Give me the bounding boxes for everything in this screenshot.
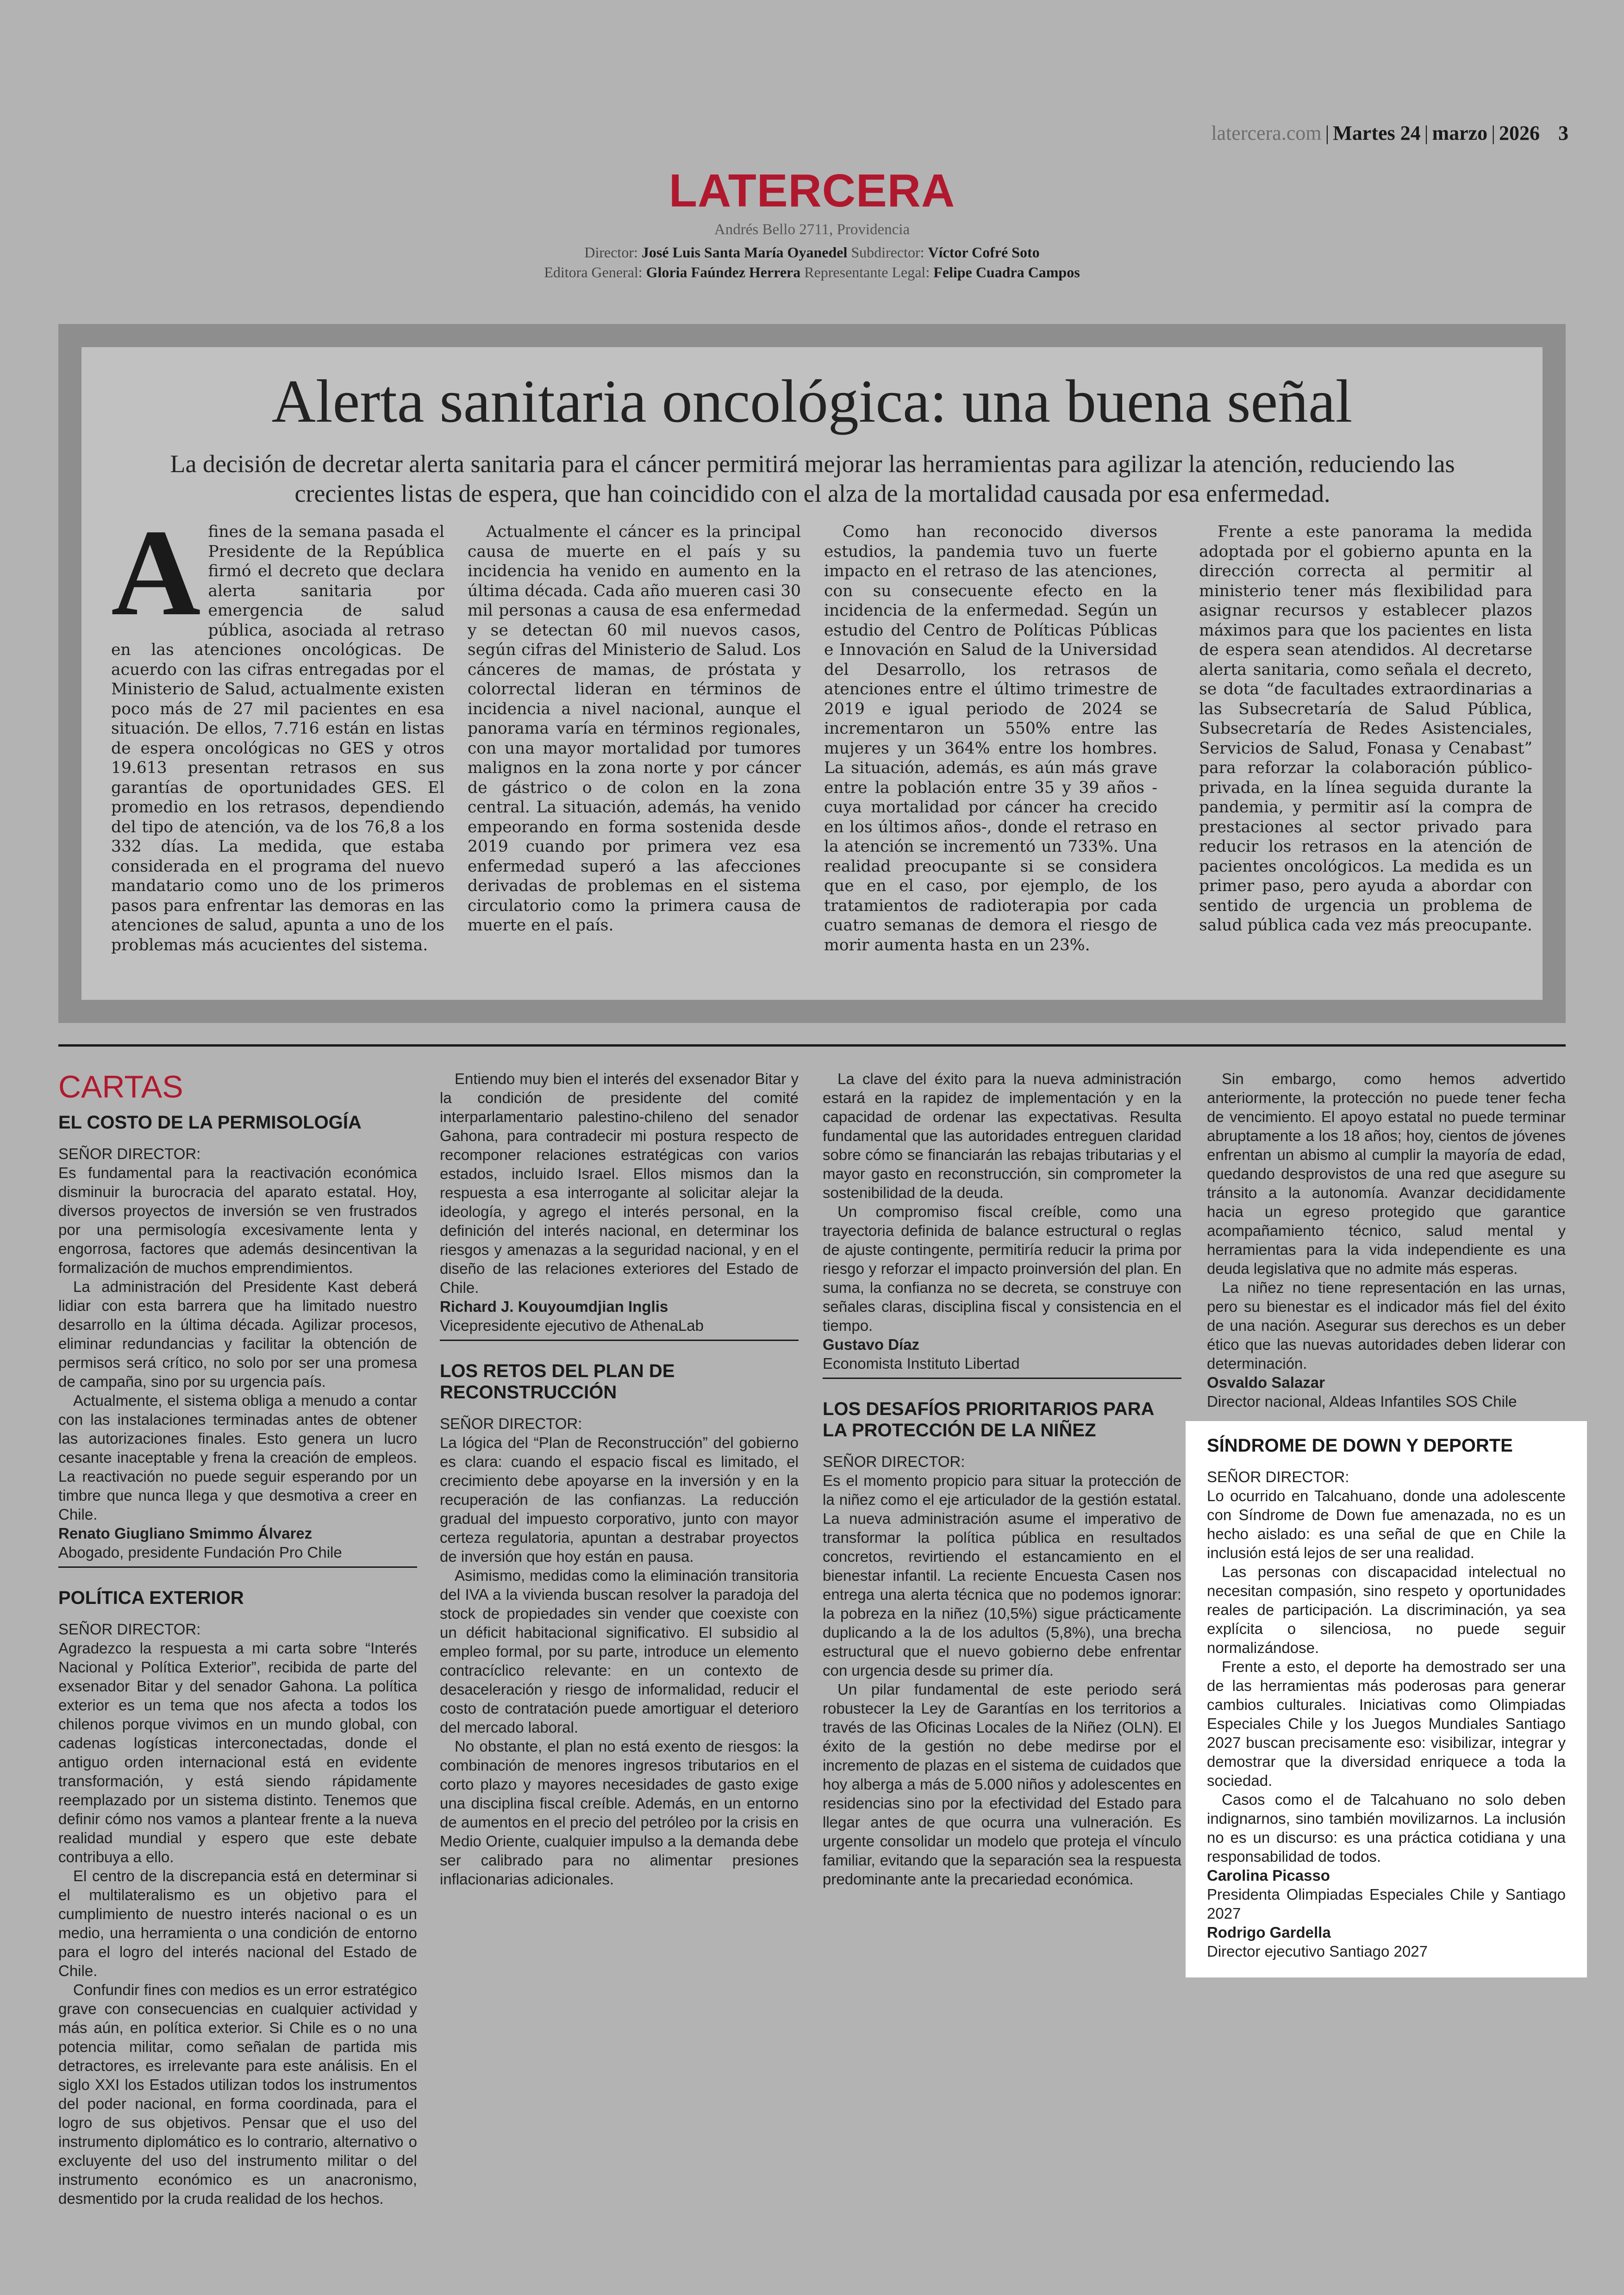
letter-paragraph: La administración del Presidente Kast deberá lidiar con esta barrera que ha limitado nuestro desarrollo en la última década. Agilizar procesos, eliminar redundancias y facilitar la obtención de permisos será crítico, no solo por ser una promesa de campaña, sino por su urgencia país. bbox=[58, 1278, 417, 1390]
letter-title: POLÍTICA EXTERIOR bbox=[58, 1588, 244, 1608]
salutation: SEÑOR DIRECTOR: bbox=[1207, 1468, 1349, 1485]
letter-paragraph: Frente a esto, el deporte ha demostrado ser una de las herramientas más poderosas para generar cambios culturales. Iniciativas como Olimpiadas Especiales Chile y los Juegos Mundiales Santiago 2027 buscan precisamente eso: visibilizar, integrar y demostrar que la diversidad enriquece a toda la sociedad. bbox=[1207, 1658, 1566, 1789]
date-month: marzo bbox=[1432, 122, 1488, 144]
newspaper-logo: LATERCERA bbox=[668, 165, 956, 217]
letter-paragraph: Es fundamental para la reactivación económica disminuir la burocracia del aparato estatal. Hoy, diversos proyectos de inversión se ven frustrados por una permisología excesivamente lenta y engorrosa, factores que además desincentivan la formalización de muchos emprendimientos. bbox=[58, 1164, 417, 1276]
section-divider bbox=[58, 1044, 1566, 1047]
letter-author: Carolina Picasso bbox=[1207, 1867, 1330, 1884]
letter-paragraph: Lo ocurrido en Talcahuano, donde una adolescente con Síndrome de Down fue amenazada, no es un hecho aislado: es una señal de que en Chile la inclusión está lejos de ser una realidad. bbox=[1207, 1487, 1566, 1561]
divider: | bbox=[1325, 122, 1330, 144]
editorial-paragraph: Como han reconocido diversos estudios, la pandemia tuvo un fuerte impacto en el retraso de las atenciones, con su consecuente efecto en la incidencia de la enfermedad. Según un estudio del Centro de Políticas Públicas e Innovación en Salud de la Universidad del Desarrollo, los retrasos de atenciones entre el último trimestre de 2019 e igual periodo de 2024 se incrementaron un 550% entre las mujeres y un 364% entre los hombres. La situación, además, es aún más grave entre la población entre 35 y 39 años -cuya mortalidad por cáncer ha crecido en los últimos años-, donde el retraso en la atención se incrementó un 733%. Una realidad preocupante si se considera que en el caso, por ejemplo, de los tratamientos de radioterapia por cada cuatro semanas de demora el riesgo de morir aumenta hasta en un 23%. bbox=[824, 523, 1157, 954]
letter-title: LOS DESAFÍOS PRIORITARIOS PARA LA PROTECCIÓN DE LA NIÑEZ bbox=[823, 1399, 1154, 1441]
letter-divider bbox=[58, 1566, 417, 1568]
divider: | bbox=[1424, 122, 1429, 144]
editorial-column-4 bbox=[1199, 522, 1532, 935]
letter-paragraph: Actualmente, el sistema obliga a menudo a contar con las instalaciones terminadas antes de obtener las autorizaciones finales. Esto genera un lucro cesante inaceptable y frena la creación de empleos. La reactivación no puede seguir esperando por un timbre que nunca llega y que desmotiva a creer en Chile. bbox=[58, 1392, 417, 1523]
subdirector-label: Subdirector: bbox=[851, 244, 924, 261]
salutation: SEÑOR DIRECTOR: bbox=[823, 1453, 965, 1470]
editorial-deck: La decisión de decretar alerta sanitaria para el cáncer permitirá mejorar las herramientas para agilizar la atención, reduciendo las crecientes listas de espera, que han coincidido con el alza de la mortalidad causada por esa enfermedad. bbox=[170, 450, 1455, 507]
editorial-column-2 bbox=[468, 522, 801, 935]
letter-divider bbox=[823, 1378, 1181, 1379]
letter-author: Osvaldo Salazar bbox=[1207, 1374, 1325, 1391]
highlighted-letter-box bbox=[1186, 1421, 1587, 1977]
letter-author-role: Abogado, presidente Fundación Pro Chile bbox=[58, 1544, 342, 1561]
letter-author-role: Director ejecutivo Santiago 2027 bbox=[1207, 1943, 1428, 1960]
editorial-column-3 bbox=[824, 522, 1157, 955]
editorial-paragraph: fines de la semana pasada el Presidente de la República firmó el decreto que declara alerta sanitaria por emergencia de salud pública, asociada al retraso en las atenciones oncológicas. De acuerdo con las cifras entregadas por el Ministerio de Salud, actualmente existen poco más de 27 mil pacientes en esa situación. De ellos, 7.716 están en listas de espera oncológicas no GES y otros 19.613 presentan retrasos en sus garantías de oportunidades GES. El promedio en los retrasos, dependiendo del tipo de atención, va de los 76,8 a los 332 días. La medida, que estaba considerada en el programa del nuevo mandatario como uno de los primeros pasos para enfrentar las demoras en las atenciones de salud, apunta a uno de los problemas más acucientes del sistema. bbox=[111, 523, 444, 954]
editorial-column-1 bbox=[111, 504, 444, 955]
letter-title: LOS RETOS DEL PLAN DE RECONSTRUCCIÓN bbox=[440, 1361, 675, 1403]
letter-paragraph: Asimismo, medidas como la eliminación transitoria del IVA a la vivienda buscan resolver la paradoja del stock de propiedades sin vender que coexiste con un déficit habitacional significativo. El subsidio al empleo formal, por su parte, introduce un elemento contracíclico relevante: en un contexto de desaceleración y riesgo de informalidad, reducir el costo de contratación puede amortiguar el deterioro del mercado laboral. bbox=[440, 1567, 799, 1736]
masthead bbox=[0, 164, 1624, 281]
rep-label: Representante Legal: bbox=[804, 264, 930, 281]
letter-author-role: Presidenta Olimpiadas Especiales Chile y Santiago 2027 bbox=[1207, 1886, 1566, 1922]
salutation: SEÑOR DIRECTOR: bbox=[58, 1621, 201, 1638]
cartas-column-1 bbox=[58, 1069, 417, 2208]
staff-line-1 bbox=[0, 244, 1624, 261]
letter-author-role: Economista Instituto Libertad bbox=[823, 1355, 1020, 1372]
staff-line-2 bbox=[0, 264, 1624, 281]
letter-author-role: Vicepresidente ejecutivo de AthenaLab bbox=[440, 1317, 704, 1334]
letter-paragraph: Un compromiso fiscal creíble, como una trayectoria definida de balance estructural o reglas de ajuste contingente, permitiría reducir la prima por riesgo y reforzar el impacto proinversión del plan. En suma, la confianza no se decreta, se construye con señales claras, disciplina fiscal y consistencia en el tiempo. bbox=[823, 1203, 1181, 1334]
letter-paragraph: Confundir fines con medios es un error estratégico grave con consecuencias en cualquier actividad y más aún, en política exterior. Si Chile es o no una potencia militar, como señalan de partida mis detractores, es irrelevante para este análisis. En el siglo XXI los Estados utilizan todos los instrumentos del poder nacional, en forma coordinada, para el logro de sus objetivos. Pensar que el uso del instrumento diplomático es lo contrario, alternativo o excluyente del uso del instrumento militar o del instrumento económico es un anacronismo, desmentido por la cruda realidad de los hechos. bbox=[58, 1981, 417, 2207]
letter-author: Rodrigo Gardella bbox=[1207, 1924, 1331, 1941]
editorial-paragraph: Frente a este panorama la medida adoptada por el gobierno apunta en la dirección correcta al permitir al ministerio tener más flexibilidad para asignar recursos y establecer plazos máximos para que los pacientes en lista de espera sean atendidos. Al decretarse alerta sanitaria, como señala el decreto, se dota “de facultades extraordinarias a las Subsecretaría de Salud Pública, Subsecretaría de Redes Asistenciales, Servicios de Salud, Fonasa y Cenabast” para reforzar la colaboración público-privada, en la línea seguida durante la pandemia, y permitir así la compra de prestaciones al sector privado para reducir los retrasos en la atención de pacientes oncológicos. La medida es un primer paso, pero ayuda a abordar con sentido de urgencia un problema de salud pública cada vez más preocupante. bbox=[1199, 523, 1532, 935]
letter-paragraph: Sin embargo, como hemos advertido anteriormente, la protección no puede tener fecha de vencimiento. El apoyo estatal no puede terminar abruptamente a los 18 años; hoy, cientos de jóvenes enfrentan un abismo al cumplir la mayoría de edad, quedando desprovistos de una red que asegure su tránsito a la autonomía. Avanzar decididamente hacia un egreso protegido que garantice acompañamiento técnico, salud mental y herramientas para la vida independiente es una deuda legislativa que no admite más esperas. bbox=[1207, 1070, 1566, 1277]
letter-divider bbox=[440, 1340, 799, 1341]
letter-paragraph: Es el momento propicio para situar la protección de la niñez como el eje articulador de la gestión estatal. La nueva administración asume el imperativo de transformar la política pública en resultados concretos, revirtiendo el estancamiento en el bienestar infantil. La reciente Encuesta Casen nos entrega una alerta técnica que no podemos ignorar: la pobreza en la niñez (10,5%) sigue prácticamente duplicando a la de los adultos (5,8%), una brecha estructural que el nuevo gobierno debe enfrentar con urgencia desde su primer día. bbox=[823, 1472, 1181, 1679]
letter-author: Gustavo Díaz bbox=[823, 1336, 920, 1353]
letter-paragraph: Agradezco la respuesta a mi carta sobre “Interés Nacional y Política Exterior”, recibida de parte del exsenador Bitar y del senador Gahona. La política exterior es un tema que nos afecta a todos los chilenos porque vivimos en un mundo global, con cadenas logísticas interconectadas, donde el antiguo orden internacional está en evidente transformación, y está siendo rápidamente reemplazado por un sistema distinto. Tenemos que definir cómo nos vamos a plantear frente a la nueva realidad mundial y espero que este debate contribuya a ello. bbox=[58, 1640, 417, 1865]
letter-paragraph: La lógica del “Plan de Reconstrucción” del gobierno es clara: cuando el espacio fiscal es limitado, el crecimiento debe apoyarse en la inversión y en la recuperación de las confianzas. La reducción gradual del impuesto corporativo, junto con mayor certeza regulatoria, apuntan a destrabar proyectos de inversión que hoy están en pausa. bbox=[440, 1434, 799, 1565]
site-url[interactable]: latercera.com bbox=[1211, 122, 1322, 144]
rep-name: Felipe Cuadra Campos bbox=[933, 264, 1080, 281]
cartas-column-3 bbox=[823, 1069, 1181, 1889]
director-name: José Luis Santa María Oyanedel bbox=[641, 244, 848, 261]
divider: | bbox=[1491, 122, 1495, 144]
section-title: CARTAS bbox=[58, 1069, 183, 1104]
editora-label: Editora General: bbox=[544, 264, 643, 281]
letter-paragraph: No obstante, el plan no está exento de riesgos: la combinación de menores ingresos tributarios en el corto plazo y mayores necesidades de gasto exige una disciplina fiscal creíble. Además, en un entorno de aumentos en el precio del petróleo por la crisis en Medio Oriente, cualquier impulso a la demanda debe ser calibrado para no alimentar presiones inflacionarias adicionales. bbox=[440, 1738, 799, 1888]
salutation: SEÑOR DIRECTOR: bbox=[58, 1145, 201, 1162]
page-number: 3 bbox=[1558, 122, 1568, 144]
letter-title: EL COSTO DE LA PERMISOLOGÍA bbox=[58, 1112, 362, 1133]
letter-paragraph: Entiendo muy bien el interés del exsenador Bitar y la condición de presidente del comité interparlamentario palestino-chileno del senador Gahona, para contradecir mi postura respecto de recomponer relaciones estratégicas con varios estados, incluido Israel. Ellos mismos dan la respuesta a esa interrogante al solicitar alejar la ideología, y agrego el interés personal, en la definición del interés nacional, en determinar los riesgos y amenazas a la seguridad nacional, y en el diseño de las relaciones exteriores del Estado de Chile. bbox=[440, 1070, 799, 1296]
date-line bbox=[1211, 121, 1568, 145]
letter-paragraph: La clave del éxito para la nueva administración estará en la rapidez de implementación y en la capacidad de ordenar las expectativas. Resulta fundamental que las autoridades entreguen claridad sobre cómo se financiarán las rebajas tributarias y el mayor gasto en reconstrucción, sin comprometer la sostenibilidad de la deuda. bbox=[823, 1070, 1181, 1201]
letter-paragraph: La niñez no tiene representación en las urnas, pero su bienestar es el indicador más fiel del éxito de una nación. Asegurar sus derechos es un deber ético que las nuevas autoridades deben liderar con determinación. bbox=[1207, 1279, 1566, 1372]
letter-author: Richard J. Kouyoumdjian Inglis bbox=[440, 1298, 668, 1315]
editorial-title: Alerta sanitaria oncológica: una buena señal bbox=[271, 367, 1353, 435]
subdirector-name: Víctor Cofré Soto bbox=[928, 244, 1040, 261]
cartas-column-2 bbox=[440, 1069, 799, 1889]
drop-cap: A bbox=[111, 504, 201, 641]
cartas-column-4 bbox=[1207, 1069, 1566, 1977]
letter-paragraph: Casos como el de Talcahuano no solo deben indignarnos, sino también movilizarnos. La inclusión no es un discurso: es una práctica cotidiana y una responsabilidad de todos. bbox=[1207, 1791, 1566, 1865]
letter-paragraph: El centro de la discrepancia está en determinar si el multilateralismo es un objetivo para el cumplimiento de nuestro interés nacional o es un medio, una herramienta o una condición de entorno para el logro del interés nacional del Estado de Chile. bbox=[58, 1867, 417, 1979]
editora-name: Gloria Faúndez Herrera bbox=[646, 264, 801, 281]
salutation: SEÑOR DIRECTOR: bbox=[440, 1415, 582, 1432]
date-year: 2026 bbox=[1499, 122, 1540, 144]
letter-paragraph: Un pilar fundamental de este periodo será robustecer la Ley de Garantías en los territorios a través de las Oficinas Locales de la Niñez (OLN). El éxito de la gestión no debe medirse por el incremento de plazas en el sistema de cuidados que hoy alberga a más de 5.000 niños y adolescentes en residencias sino por la efectividad del Estado para llegar antes de que ocurra una vulneración. Es urgente consolidar un modelo que proteja el vínculo familiar, evitando que la separación sea la respuesta predominante ante la precariedad económica. bbox=[823, 1681, 1181, 1888]
editorial-paragraph: Actualmente el cáncer es la principal causa de muerte en el país y su incidencia ha venido en aumento en la última década. Cada año mueren casi 30 mil personas a causa de esa enfermedad y se detectan 60 mil nuevos casos, según cifras del Ministerio de Salud. Los cánceres de mamas, de próstata y colorrectal lideran en términos de incidencia a nivel nacional, aunque el panorama varía en términos regionales, con una mayor mortalidad por tumores malignos en la zona norte y por cáncer de gástrico o de colon en la zona central. La situación, además, ha venido empeorando en forma sostenida desde 2019 cuando por primera vez esa enfermedad superó a las afecciones derivadas de problemas en el sistema circulatorio como la primera causa de muerte en el país. bbox=[468, 523, 801, 935]
date-day: Martes 24 bbox=[1333, 122, 1421, 144]
director-label: Director: bbox=[584, 244, 638, 261]
letter-paragraph: Las personas con discapacidad intelectual no necesitan compasión, sino respeto y oportunidades reales de participación. La discriminación, ya sea explícita o silenciosa, no puede seguir normalizándose. bbox=[1207, 1563, 1566, 1656]
letter-author: Renato Giugliano Smimmo Álvarez bbox=[58, 1525, 312, 1542]
address: Andrés Bello 2711, Providencia bbox=[714, 221, 910, 238]
letter-author-role: Director nacional, Aldeas Infantiles SOS Chile bbox=[1207, 1393, 1517, 1410]
letter-title: SÍNDROME DE DOWN Y DEPORTE bbox=[1207, 1435, 1513, 1456]
